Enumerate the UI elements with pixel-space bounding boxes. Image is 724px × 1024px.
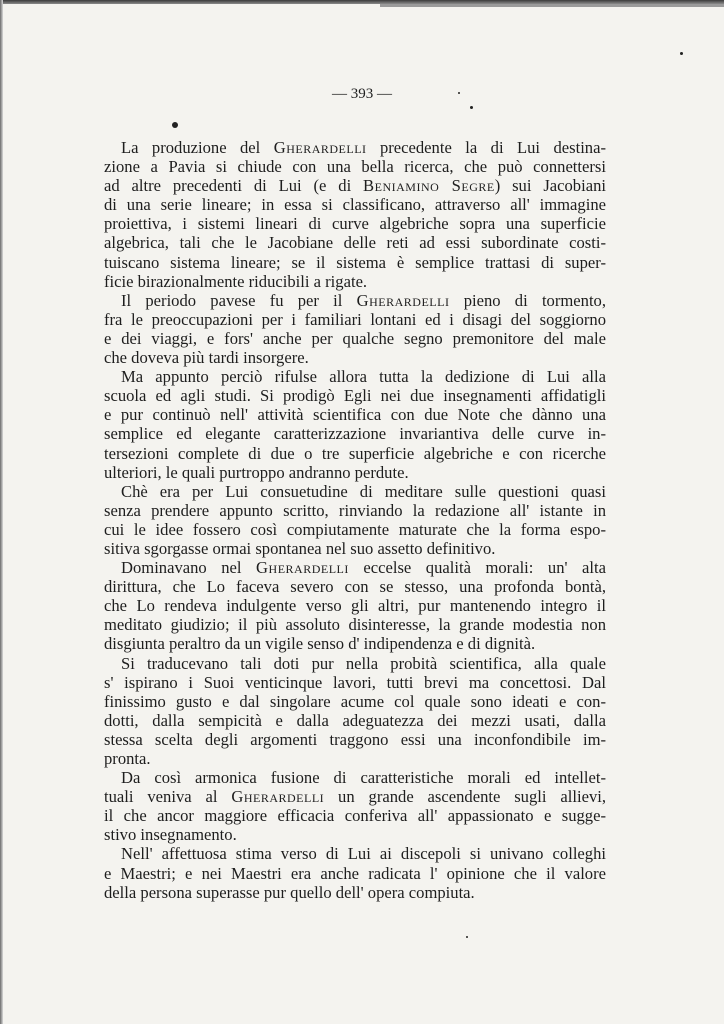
text-line [104,711,606,730]
text-segment: cui le idee fossero così compiutamente maturate che la forma espo- [104,519,606,539]
text-segment: di una serie lineare; in essa si classificano, attraverso all' immagine [104,195,606,215]
text-line [104,806,606,825]
ink-speck [470,106,473,109]
text-segment: eccelse qualità morali: un' alta [348,558,606,578]
paragraph [104,291,606,367]
text-line [104,310,606,329]
text-line [104,883,606,902]
text-segment: ) sui Jacobiani [494,176,606,196]
text-segment: Ma appunto perciò rifulse allora tutta la dedizione di Lui alla [121,367,606,387]
text-line [104,768,606,787]
text-line [104,405,606,424]
text-segment: Da così armonica fusione di caratteristiche morali ed intellet- [121,768,606,788]
text-segment: che Lo rendeva indulgente verso gli altri, pur mantenendo integro il [104,596,606,616]
text-segment: Dominavano nel [121,558,257,578]
text-segment: Nell' affettuosa stima verso di Lui ai discepoli si univano colleghi [121,844,606,864]
text-line [104,253,606,272]
scan-top-edge-shadow [380,4,724,7]
text-segment: meditato giudizio; il più assoluto disinteresse, la grande modestia non [104,615,606,635]
text-segment: sitiva sgorgasse ormai spontanea nel suo assetto definitivo. [104,538,496,558]
text-segment: stivo insegnamento. [104,825,237,845]
text-line [104,615,606,634]
paragraph [104,558,606,653]
scan-left-edge [0,0,3,1024]
text-line [104,539,606,558]
text-line [104,386,606,405]
page-body-text [104,138,606,902]
paragraph [104,844,606,901]
text-segment: un grande ascendente sugli allievi, [324,787,606,807]
text-segment: Si traducevano tali doti pur nella probità scientifica, alla quale [121,653,606,673]
text-line [104,424,606,443]
text-line [104,520,606,539]
text-line [104,864,606,883]
text-line [104,558,606,577]
text-segment: ulteriori, le quali purtroppo andranno perdute. [104,462,409,482]
text-segment: scuola ed agli studi. Si prodigò Egli nei due insegnamenti affidatigli [104,386,606,406]
text-line [104,596,606,615]
text-segment: stessa scelta degli argomenti traggono essi una inconfondibile im- [104,729,606,749]
ink-speck [172,122,178,128]
paragraph [104,654,606,769]
text-line [104,176,606,195]
ink-speck [458,92,460,94]
text-segment: tersezioni complete di due o tre superficie algebriche e con ricerche [104,443,606,463]
text-line [104,214,606,233]
text-line [104,233,606,252]
ink-speck [680,52,683,55]
text-line [104,157,606,176]
text-segment: pieno di tormento, [449,290,606,310]
text-segment: che doveva più tardi insorgere. [104,348,309,368]
text-segment: disgiunta peraltro da un vigile senso d' indipendenza e di dignità. [104,634,536,654]
text-segment: dotti, dalla sempicità e dalla adeguatezza dei mezzi usati, dalla [104,710,606,730]
text-segment: tuiscano sistema lineare; se il sistema è semplice trattasi di super- [104,252,606,272]
text-line [104,463,606,482]
small-caps-name: Gherardelli [231,787,325,807]
text-line [104,348,606,367]
small-caps-name: Gherardelli [256,558,349,578]
paragraph [104,138,606,291]
small-caps-name: Gherardelli [273,138,367,157]
text-line [104,577,606,596]
text-segment: algebrica, tali che le Jacobiane delle reti ad essi subordinate costi- [104,233,606,253]
text-line [104,272,606,291]
text-line [104,692,606,711]
text-segment: e dei viaggi, e fors' anche per qualche segno premonitore del male [104,328,606,348]
text-segment: La produzione del [121,138,274,157]
paragraph [104,482,606,558]
text-segment: semplice ed elegante caratterizzazione invariantiva delle curve in- [104,424,606,444]
text-segment: e Maestri; e nei Maestri era anche radicata l' opinione che il valore [104,863,606,883]
text-line [104,444,606,463]
text-segment: della persona superasse pur quello dell' opera compiuta. [104,882,475,902]
text-line [104,654,606,673]
text-line [104,138,606,157]
text-segment: senza prendere appunto scritto, rinviando la redazione all' istante in [104,500,606,520]
paragraph [104,367,606,482]
text-segment: pronta. [104,749,151,768]
text-line [104,844,606,863]
text-line [104,367,606,386]
text-line [104,634,606,653]
text-segment: Il periodo pavese fu per il [121,290,357,310]
text-segment: e pur continuò nell' attività scientifica con due Note che dànno una [104,405,606,425]
text-line [104,787,606,806]
text-segment: il che ancor maggiore efficacia conferiva all' appassionato e sugge- [104,806,606,826]
text-line [104,501,606,520]
text-line [104,825,606,844]
text-line [104,195,606,214]
text-line [104,329,606,348]
text-line [104,673,606,692]
text-segment: fra le preoccupazioni per i familiari lontani ed i disagi del soggiorno [104,309,606,329]
text-segment: ad altre precedenti di Lui (e di [104,176,364,196]
text-segment: tuali veniva al [104,787,232,807]
page-number: — 393 — [332,86,392,102]
text-segment: precedente la di Lui destina- [366,138,606,157]
text-segment: dirittura, che Lo faceva severo con se stesso, una profonda bontà, [104,577,606,597]
text-segment: proiettiva, i sistemi lineari di curve algebriche sopra una superficie [104,214,606,234]
small-caps-name: Beniamino Segre [363,176,495,196]
ink-speck [466,936,468,938]
text-segment: zione a Pavia si chiude con una bella ricerca, che può connettersi [104,157,606,177]
text-line [104,730,606,749]
text-segment: finissimo gusto e dal singolare acume col quale sono ideati e con- [104,691,606,711]
text-segment: Chè era per Lui consuetudine di meditare sulle questioni quasi [121,481,606,501]
text-line [104,291,606,310]
small-caps-name: Gherardelli [356,290,450,310]
text-segment: ficie birazionalmente riducibili a rigate. [104,271,368,291]
text-line [104,749,606,768]
text-line [104,482,606,501]
paragraph [104,768,606,844]
text-segment: s' ispirano i Suoi venticinque lavori, tutti brevi ma concettosi. Dal [104,672,606,692]
